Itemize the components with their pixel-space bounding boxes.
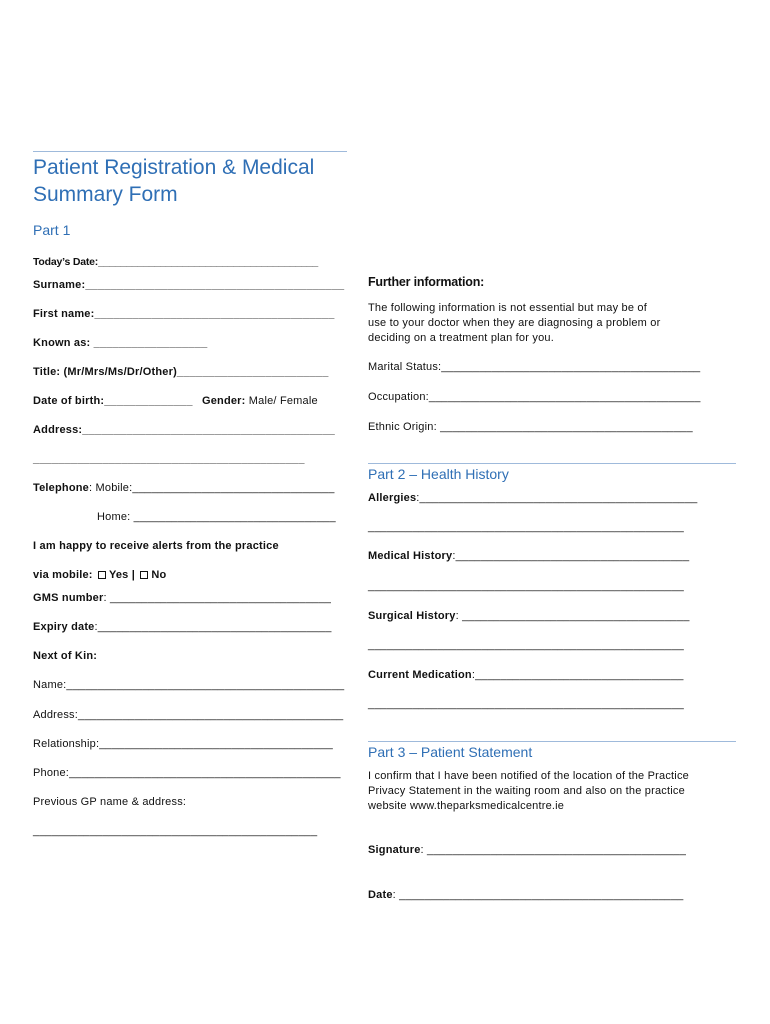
date-field[interactable]: : _____________________________________________ bbox=[392, 889, 684, 901]
via-mobile-row bbox=[33, 569, 166, 581]
medical-history-line-2[interactable]: __________________________________________________ bbox=[368, 580, 684, 592]
allergies-field[interactable]: :____________________________________________ bbox=[416, 492, 698, 504]
medical-history-row bbox=[368, 550, 689, 562]
signature-row bbox=[368, 844, 686, 856]
marital-status-field[interactable]: Marital Status:_________________________________________ bbox=[368, 361, 701, 373]
no-checkbox[interactable] bbox=[140, 571, 148, 579]
nok-phone-field[interactable]: Phone:___________________________________________ bbox=[33, 767, 341, 779]
allergies-label: Allergies bbox=[368, 492, 417, 504]
via-mobile-label: via mobile: bbox=[33, 569, 93, 581]
address-field[interactable]: Address:________________________________________ bbox=[33, 424, 335, 436]
part3-heading: Part 3 – Patient Statement bbox=[368, 744, 533, 760]
part3-top-rule bbox=[368, 741, 736, 742]
privacy-statement: I confirm that I have been notified of the location of the Practice Privacy Statement in the waiting room and also on the practice website www.theparksmedicalcentre.ie bbox=[368, 770, 689, 812]
title-field[interactable]: Title: (Mr/Mrs/Ms/Dr/Other)________________________ bbox=[33, 366, 329, 378]
known-as-field[interactable]: Known as: __________________ bbox=[33, 337, 208, 349]
further-info-text: The following information is not essential but may be of use to your doctor when they are diagnosing a problem or deciding on a treatment plan for you. bbox=[368, 302, 661, 344]
medical-history-field[interactable]: :_____________________________________ bbox=[452, 550, 690, 562]
address-line-2[interactable]: ___________________________________________ bbox=[33, 453, 305, 465]
previous-gp-field[interactable]: _____________________________________________ bbox=[33, 825, 318, 837]
no-label: No bbox=[151, 569, 167, 581]
ethnic-origin-field[interactable]: Ethnic Origin: ________________________________________ bbox=[368, 421, 693, 433]
surgical-history-label: Surgical History bbox=[368, 610, 456, 622]
first-name-field[interactable]: First name:______________________________________ bbox=[33, 308, 335, 320]
form-title-line-2: Summary Form bbox=[33, 183, 178, 206]
date-label: Date bbox=[368, 889, 393, 901]
dob-field[interactable]: Date of birth:______________ bbox=[33, 395, 193, 407]
yes-label: Yes | bbox=[108, 569, 136, 581]
date-row bbox=[368, 889, 683, 901]
gender-label: Gender: bbox=[201, 395, 246, 407]
medical-history-label: Medical History bbox=[368, 550, 453, 562]
current-medication-label: Current Medication bbox=[368, 669, 472, 681]
part1-heading: Part 1 bbox=[33, 222, 71, 238]
allergies-line-2[interactable]: __________________________________________________ bbox=[368, 521, 684, 533]
previous-gp-label: Previous GP name & address: bbox=[33, 796, 187, 808]
next-of-kin-heading: Next of Kin: bbox=[33, 650, 98, 662]
occupation-field[interactable]: Occupation:___________________________________________ bbox=[368, 391, 701, 403]
part2-heading: Part 2 – Health History bbox=[368, 466, 509, 482]
allergies-row bbox=[368, 492, 698, 504]
nok-address-field[interactable]: Address:__________________________________________ bbox=[33, 709, 344, 721]
current-medication-row bbox=[368, 669, 684, 681]
further-info-heading: Further information: bbox=[368, 275, 485, 289]
current-medication-line-2[interactable]: __________________________________________________ bbox=[368, 698, 684, 710]
telephone-mobile-row bbox=[33, 482, 335, 494]
yes-checkbox[interactable] bbox=[98, 571, 106, 579]
gender-value[interactable]: Male/ Female bbox=[245, 395, 318, 407]
signature-field[interactable]: : _________________________________________ bbox=[420, 844, 687, 856]
signature-label: Signature bbox=[368, 844, 421, 856]
telephone-label: Telephone bbox=[33, 482, 89, 494]
surgical-history-row bbox=[368, 610, 690, 622]
alerts-statement: I am happy to receive alerts from the practice bbox=[33, 540, 279, 552]
nok-name-field[interactable]: Name:____________________________________________ bbox=[33, 679, 345, 691]
nok-relationship-field[interactable]: Relationship:_____________________________________ bbox=[33, 738, 333, 750]
surname-field[interactable]: Surname:_________________________________________ bbox=[33, 279, 345, 291]
gms-number-field[interactable]: : ___________________________________ bbox=[103, 592, 332, 604]
todays-date-field[interactable]: Today’s Date:_______________________________________ bbox=[33, 256, 319, 268]
home-phone-field[interactable]: Home: ________________________________ bbox=[97, 511, 336, 523]
form-title-line-1: Patient Registration & Medical bbox=[33, 156, 315, 179]
dob-gender-row bbox=[33, 395, 318, 407]
part2-top-rule bbox=[368, 463, 736, 464]
gms-number-row bbox=[33, 592, 331, 604]
current-medication-field[interactable]: :_________________________________ bbox=[471, 669, 684, 681]
expiry-label: Expiry date bbox=[33, 621, 95, 633]
surgical-history-field[interactable]: : ____________________________________ bbox=[455, 610, 690, 622]
expiry-date-row bbox=[33, 621, 332, 633]
expiry-date-field[interactable]: :_____________________________________ bbox=[94, 621, 332, 633]
surgical-history-line-2[interactable]: __________________________________________________ bbox=[368, 639, 684, 651]
title-top-rule bbox=[33, 151, 347, 152]
gms-label: GMS number bbox=[33, 592, 104, 604]
mobile-field[interactable]: : Mobile:________________________________ bbox=[89, 482, 335, 494]
